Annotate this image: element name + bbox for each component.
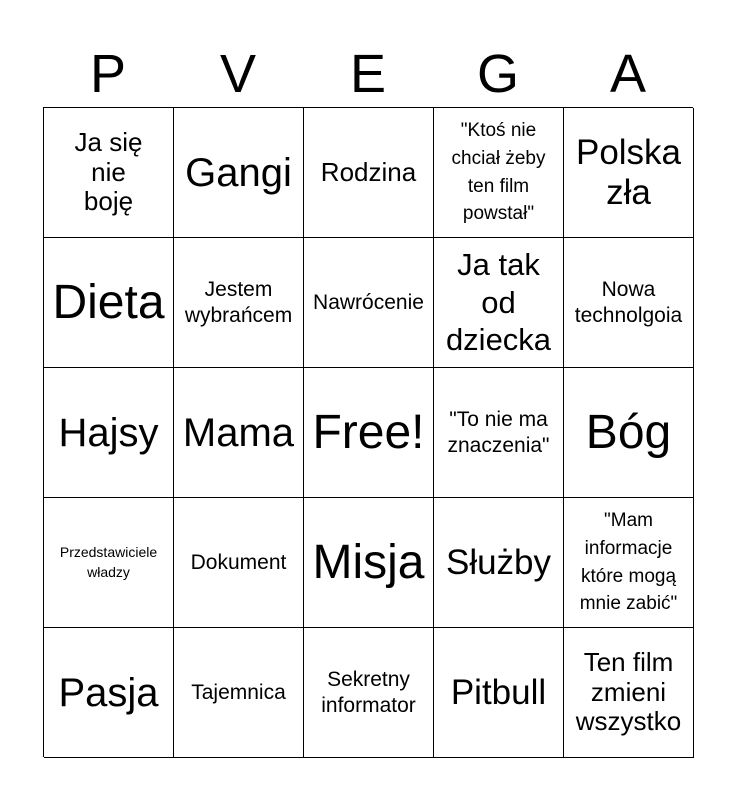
bingo-cell-r5c1[interactable]: [44, 628, 174, 758]
cell-text: Hajsy: [58, 410, 159, 455]
cell-text: Rodzina: [320, 156, 417, 187]
header-letter-v: V: [219, 44, 257, 104]
cell-text: Mama: [182, 410, 295, 455]
bingo-cell-r2c3[interactable]: [304, 238, 434, 368]
header-letter-p: P: [89, 44, 127, 104]
cell-text: "To nie ma znaczenia": [447, 408, 550, 457]
cell-text: Nawrócenie: [313, 290, 424, 314]
bingo-cell-r3c2[interactable]: [174, 368, 304, 498]
cell-text: Tajemnica: [191, 680, 286, 704]
bingo-header: [43, 40, 693, 108]
bingo-cell-r2c2[interactable]: [174, 238, 304, 368]
header-letter-g: G: [476, 44, 519, 104]
cell-text: Dokument: [190, 550, 287, 574]
cell-text: Nowa technolgoia: [574, 278, 683, 327]
bingo-board: [43, 107, 693, 757]
cell-text: Przedstawiciele władzy: [59, 543, 158, 580]
bingo-cell-r3c5[interactable]: [564, 368, 694, 498]
bingo-cell-r2c5[interactable]: [564, 238, 694, 368]
bingo-cell-r5c2[interactable]: [174, 628, 304, 758]
cell-text: Polska zła: [575, 133, 682, 212]
bingo-cell-r1c3[interactable]: [304, 108, 434, 238]
bingo-cell-r5c5[interactable]: [564, 628, 694, 758]
bingo-cell-r1c1[interactable]: [44, 108, 174, 238]
bingo-cell-r1c4[interactable]: [434, 108, 564, 238]
cell-text: Free!: [312, 405, 425, 459]
cell-text: Sekretny informator: [321, 668, 416, 717]
bingo-cell-r2c1[interactable]: [44, 238, 174, 368]
cell-text: Pitbull: [450, 672, 547, 712]
bingo-cell-r4c2[interactable]: [174, 498, 304, 628]
cell-text: Misja: [312, 535, 425, 589]
cell-text: "Ktoś nie chciał żeby ten film powstał": [451, 120, 546, 225]
cell-text: Dieta: [52, 275, 165, 329]
cell-text: Gangi: [185, 150, 292, 195]
cell-text: Służby: [445, 542, 552, 582]
header-letter-e: E: [349, 44, 387, 104]
bingo-cell-r4c1[interactable]: [44, 498, 174, 628]
bingo-cell-r3c4[interactable]: [434, 368, 564, 498]
cell-text: Ten film zmieni wszystko: [575, 646, 682, 737]
cell-text: "Mam informacje które mogą mnie zabić": [579, 510, 678, 615]
cell-text: Bóg: [585, 405, 672, 459]
bingo-cell-r4c4[interactable]: [434, 498, 564, 628]
bingo-cell-r5c3[interactable]: [304, 628, 434, 758]
bingo-cell-r2c4[interactable]: [434, 238, 564, 368]
bingo-cell-r4c5[interactable]: [564, 498, 694, 628]
header-letter-a: A: [609, 44, 647, 104]
bingo-cell-r4c3[interactable]: [304, 498, 434, 628]
cell-text: Ja się nie boję: [74, 126, 143, 217]
bingo-cell-r3c3[interactable]: [304, 368, 434, 498]
cell-text: Jestem wybrańcem: [184, 278, 293, 327]
bingo-cell-r3c1[interactable]: [44, 368, 174, 498]
bingo-cell-r5c4[interactable]: [434, 628, 564, 758]
bingo-cell-r1c5[interactable]: [564, 108, 694, 238]
bingo-cell-r1c2[interactable]: [174, 108, 304, 238]
cell-text: Ja tak od dziecka: [445, 246, 552, 358]
cell-text: Pasja: [58, 670, 159, 715]
